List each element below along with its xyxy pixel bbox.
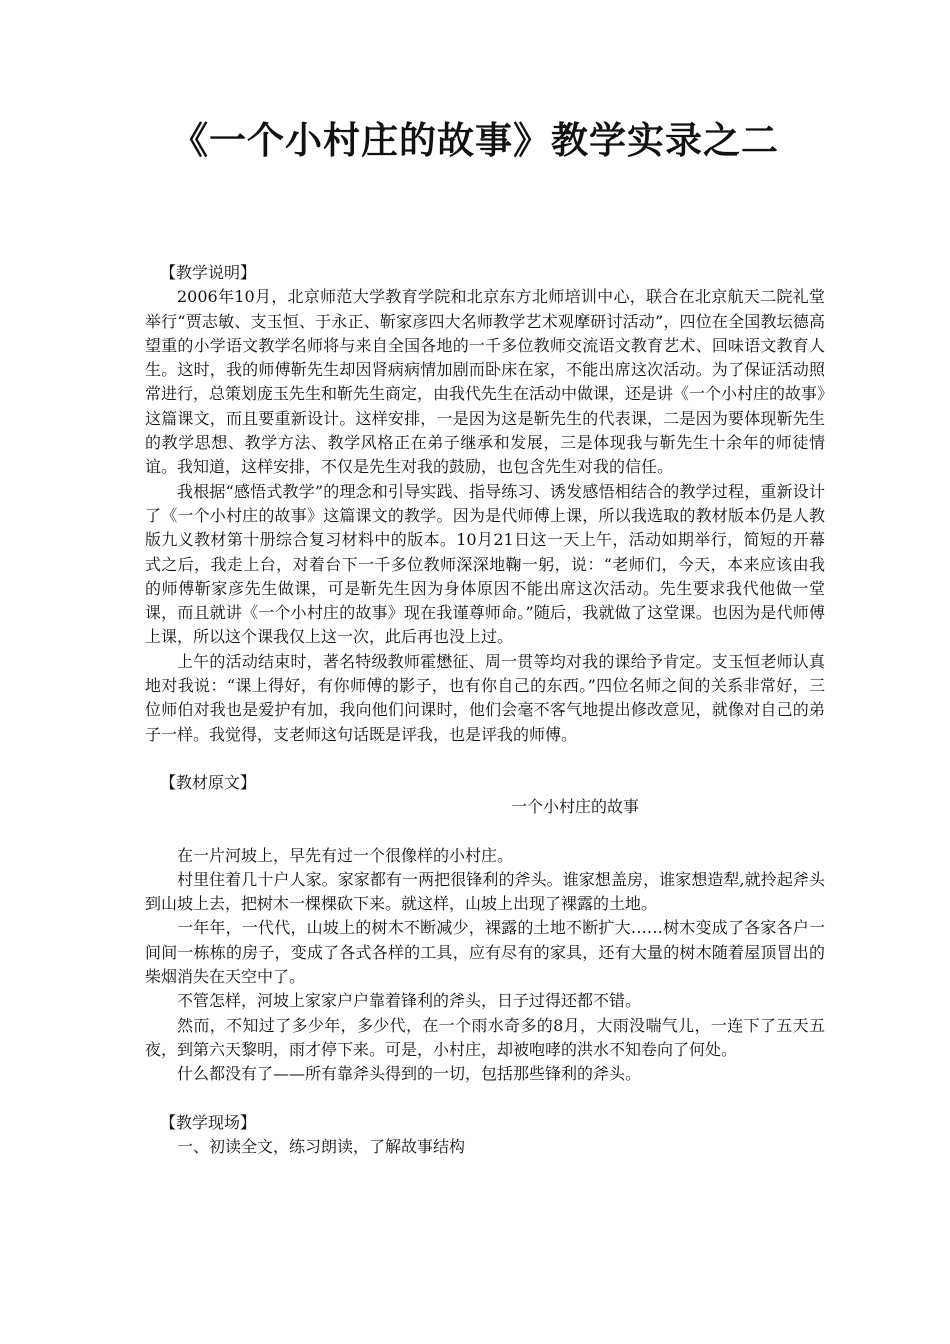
explanation-paragraph: 上午的活动结束时，著名特级教师霍懋征、周一贯等均对我的课给予肯定。支玉恒老师认真地对我说：“课上得好，有你师傅的影子，也有你自己的东西。”四位名师之间的关系非常好，三位师伯对我也是爱护有加，我向他们问课时，他们会毫不客气地提出修改意见，就像对自己的弟子一样。我觉得，支老师这句话既是评我，也是评我的师傅。 [145,651,825,744]
text-title: 一个小村庄的故事 [510,797,639,817]
section-gap [145,747,825,771]
text-paragraph: 然而，不知过了多少年，多少代，在一个雨水奇多的8月，大雨没喘气儿，一连下了五天五夜，到第六天黎明，雨才停下来。可是，小村庄，却被咆哮的洪水不知卷向了何处。 [145,1015,825,1059]
text-paragraph: 不管怎样，河坡上家家户户靠着锋利的斧头，日子过得还都不错。 [177,991,642,1011]
text-paragraph: 村里住着几十户人家。家家都有一两把很锋利的斧头。谁家想盖房，谁家想造犁,就拎起斧头到山坡上去，把树木一棵棵砍下来。就这样，山坡上出现了裸露的土地。 [145,869,825,914]
section-heading-text: 【教材原文】 [160,772,257,792]
document-title: 《一个小村庄的故事》教学实录之二 [171,119,779,162]
section-heading-scene: 【教学现场】 [160,1112,257,1132]
text-paragraph: 一年年，一代代，山坡上的树木不断减少，裸露的土地不断扩大……树木变成了各家各户一间间一栋栋的房子，变成了各式各样的工具，应有尽有的家具，还有大量的树木随着屋顶冒出的柴烟消失在天空中了。 [145,918,825,987]
scene-first-step: 一、初读全文，练习朗读，了解故事结构 [177,1136,466,1156]
section-heading-explanation: 【教学说明】 [160,263,257,282]
text-paragraph: 在一片河坡上，早先有过一个很像样的小村庄。 [177,845,514,865]
section-gap [145,820,825,844]
text-paragraph: 什么都没有了——所有靠斧头得到的一切，包括那些锋利的斧头。 [177,1064,642,1084]
explanation-paragraph: 我根据“感悟式教学”的理念和引导实践、指导练习、诱发感悟相结合的教学过程，重新设计了《一个小村庄的故事》这篇课文的教学。因为是代师傅上课，所以我选取的教材版本仍是人教版九义教材第十册综合复习材料中的版本。10月21日这一天上午，活动如期举行，简短的开幕式之后，我走上台，对着台下一千多位教师深深地鞠一躬，说：“老师们，今天，本来应该由我的师傅靳家彦先生做课，可是靳先生因为身体原因不能出席这次活动。先生要求我代他做一堂课，而且就讲《一个小村庄的故事》现在我谨尊师命。”随后，我就做了这堂课。也因为是代师傅上课，所以这个课我仅上这一次，此后再也没上过。 [145,481,825,647]
section-gap [145,1087,825,1111]
explanation-paragraph: 2006年10月，北京师范大学教育学院和北京东方北师培训中心，联合在北京航天二院礼堂举行“贾志敏、支玉恒、于永正、靳家彦四大名师教学艺术观摩研讨活动”，四位在全国教坛德高望重的小学语文教学名师将与来自全国各地的一千多位教师交流语文教育艺术、回味语文教育人生。这时，我的师傅靳先生却因肾病病情加剧而卧床在家，不能出席这次活动。为了保证活动照常进行，总策划庞玉先生和靳先生商定，由我代先生在活动中做课，还是讲《一个小村庄的故事》这篇课文，而且要重新设计。这样安排，一是因为这是靳先生的代表课，二是因为要体现靳先生的教学思想、教学方法、教学风格正在弟子继承和发展，三是体现我与靳先生十余年的师徒情谊。我知道，这样安排，不仅是先生对我的鼓励，也包含先生对我的信任。 [145,287,826,477]
document-body [145,261,825,1159]
